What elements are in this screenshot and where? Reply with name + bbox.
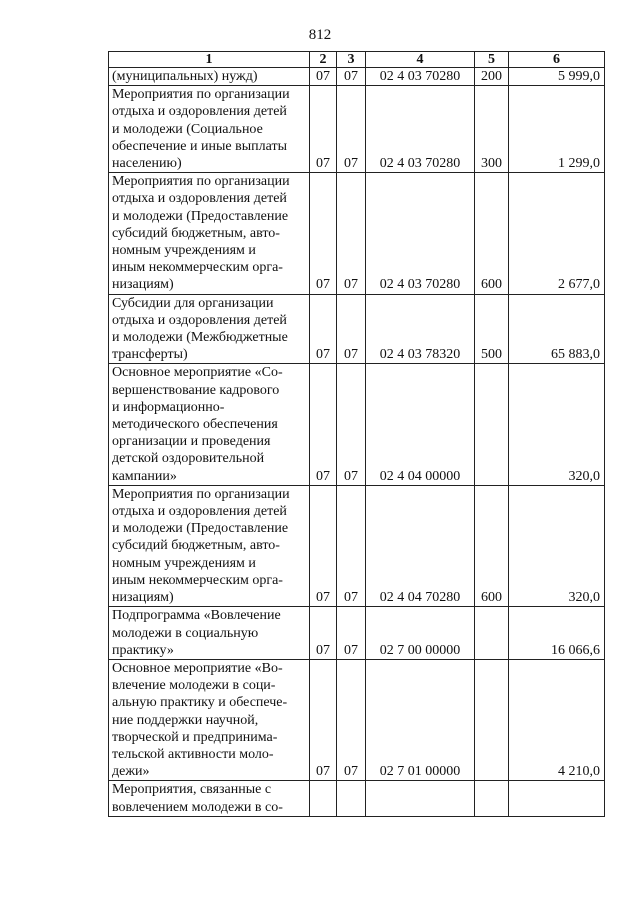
header-col-6: 6 [509, 52, 605, 68]
cell-subsection: 07 [337, 485, 366, 606]
cell-name [109, 68, 310, 86]
cell-expense-type: 600 [475, 485, 509, 606]
cell-target-article: 02 4 03 70280 [366, 68, 475, 86]
cell-subsection: 07 [337, 68, 366, 86]
cell-name-line: творческой и предпринима- [112, 729, 278, 745]
cell-subsection: 07 [337, 659, 366, 780]
cell-amount: 1 299,0 [509, 86, 605, 173]
cell-name-line: обеспечение и иные выплаты [112, 138, 287, 154]
budget-table [108, 51, 605, 817]
cell-name-line: вовлечением молодежи в со- [112, 799, 283, 815]
table-row [109, 659, 605, 780]
cell-target-article: 02 4 04 00000 [366, 364, 475, 485]
cell-subsection: 07 [337, 86, 366, 173]
cell-subsection: 07 [337, 173, 366, 294]
cell-target-article [366, 781, 475, 816]
cell-name [109, 294, 310, 364]
table-row [109, 485, 605, 606]
cell-name-line: Мероприятия по организации [112, 87, 290, 103]
cell-name [109, 659, 310, 780]
cell-name [109, 173, 310, 294]
cell-section: 07 [310, 173, 337, 294]
cell-expense-type [475, 781, 509, 816]
table-row [109, 173, 605, 294]
cell-target-article: 02 4 04 70280 [366, 485, 475, 606]
cell-name-line: отдыха и оздоровления детей [112, 504, 287, 520]
cell-amount: 16 066,6 [509, 607, 605, 660]
cell-name-line: тельской активности моло- [112, 746, 274, 762]
table-row [109, 294, 605, 364]
cell-name-line: Основное мероприятие «Во- [112, 660, 283, 676]
cell-name-line: и молодежи (Межбюджетные [112, 330, 288, 346]
cell-name [109, 607, 310, 660]
cell-name-line: низациям) [112, 277, 174, 293]
cell-name-line: номным учреждениям и [112, 243, 256, 259]
cell-name-line: молодежи в социальную [112, 625, 259, 641]
cell-section: 07 [310, 659, 337, 780]
table-header-row [109, 52, 605, 68]
cell-expense-type [475, 364, 509, 485]
cell-subsection [337, 781, 366, 816]
cell-name-line: и молодежи (Социальное [112, 121, 263, 137]
cell-subsection: 07 [337, 364, 366, 485]
cell-name-line: Субсидии для организации [112, 295, 274, 311]
cell-target-article: 02 4 03 70280 [366, 86, 475, 173]
cell-subsection: 07 [337, 294, 366, 364]
cell-name-line: субсидий бюджетным, авто- [112, 538, 280, 554]
cell-name-line: практику» [112, 642, 174, 658]
cell-section: 07 [310, 86, 337, 173]
cell-name-line: трансферты) [112, 347, 188, 363]
table-row [109, 68, 605, 86]
cell-name-line: населению) [112, 156, 182, 172]
cell-name [109, 364, 310, 485]
cell-section: 07 [310, 68, 337, 86]
cell-name-line: и молодежи (Предоставление [112, 208, 289, 224]
cell-name [109, 86, 310, 173]
cell-name-line: Мероприятия по организации [112, 174, 290, 190]
cell-name-line: кампании» [112, 468, 177, 484]
cell-name-line: вершенствование кадрового [112, 382, 280, 398]
cell-amount: 5 999,0 [509, 68, 605, 86]
cell-expense-type: 200 [475, 68, 509, 86]
cell-section: 07 [310, 364, 337, 485]
cell-section: 07 [310, 294, 337, 364]
cell-section [310, 781, 337, 816]
cell-amount: 2 677,0 [509, 173, 605, 294]
cell-name-line: номным учреждениям и [112, 555, 256, 571]
table-row [109, 607, 605, 660]
cell-target-article: 02 7 01 00000 [366, 659, 475, 780]
cell-name-line: дежи» [112, 764, 150, 780]
table-row [109, 364, 605, 485]
cell-name-line: отдыха и оздоровления детей [112, 191, 287, 207]
header-col-2: 2 [310, 52, 337, 68]
header-col-4: 4 [366, 52, 475, 68]
cell-amount [509, 781, 605, 816]
cell-name-line: Мероприятия по организации [112, 486, 290, 502]
cell-amount: 4 210,0 [509, 659, 605, 780]
cell-name-line: Подпрограмма «Вовлечение [112, 608, 281, 624]
cell-name-line: Основное мероприятие «Со- [112, 365, 283, 381]
cell-name-line: иным некоммерческим орга- [112, 260, 283, 276]
cell-name-line: влечение молодежи в соци- [112, 678, 276, 694]
header-col-3: 3 [337, 52, 366, 68]
page-number: 812 [308, 27, 332, 43]
cell-name-line: низациям) [112, 590, 174, 606]
cell-name-line: и информационно- [112, 399, 225, 415]
cell-section: 07 [310, 485, 337, 606]
cell-expense-type: 600 [475, 173, 509, 294]
cell-name-line: отдыха и оздоровления детей [112, 312, 287, 328]
cell-name-line: иным некоммерческим орга- [112, 572, 283, 588]
cell-target-article: 02 4 03 78320 [366, 294, 475, 364]
cell-name-line: детской оздоровительной [112, 451, 265, 467]
cell-name-line: альную практику и обеспече- [112, 695, 288, 711]
cell-name-line: ние поддержки научной, [112, 712, 259, 728]
cell-subsection: 07 [337, 607, 366, 660]
cell-name [109, 781, 310, 816]
cell-name-line: отдыха и оздоровления детей [112, 104, 287, 120]
table-body [109, 68, 605, 817]
cell-name-line: субсидий бюджетным, авто- [112, 225, 280, 241]
table-row [109, 86, 605, 173]
cell-target-article: 02 7 00 00000 [366, 607, 475, 660]
cell-name-line: Мероприятия, связанные с [112, 782, 272, 798]
header-col-5: 5 [475, 52, 509, 68]
header-col-1: 1 [109, 52, 310, 68]
cell-name-line: методического обеспечения [112, 417, 278, 433]
cell-amount: 320,0 [509, 364, 605, 485]
table-row [109, 781, 605, 816]
cell-amount: 65 883,0 [509, 294, 605, 364]
cell-section: 07 [310, 607, 337, 660]
cell-name-line: и молодежи (Предоставление [112, 521, 289, 537]
cell-name [109, 485, 310, 606]
cell-expense-type [475, 607, 509, 660]
cell-name-line: организации и проведения [112, 434, 271, 450]
cell-target-article: 02 4 03 70280 [366, 173, 475, 294]
cell-expense-type [475, 659, 509, 780]
cell-expense-type: 500 [475, 294, 509, 364]
cell-expense-type: 300 [475, 86, 509, 173]
cell-amount: 320,0 [509, 485, 605, 606]
cell-name-line: (муниципальных) нужд) [112, 69, 258, 84]
